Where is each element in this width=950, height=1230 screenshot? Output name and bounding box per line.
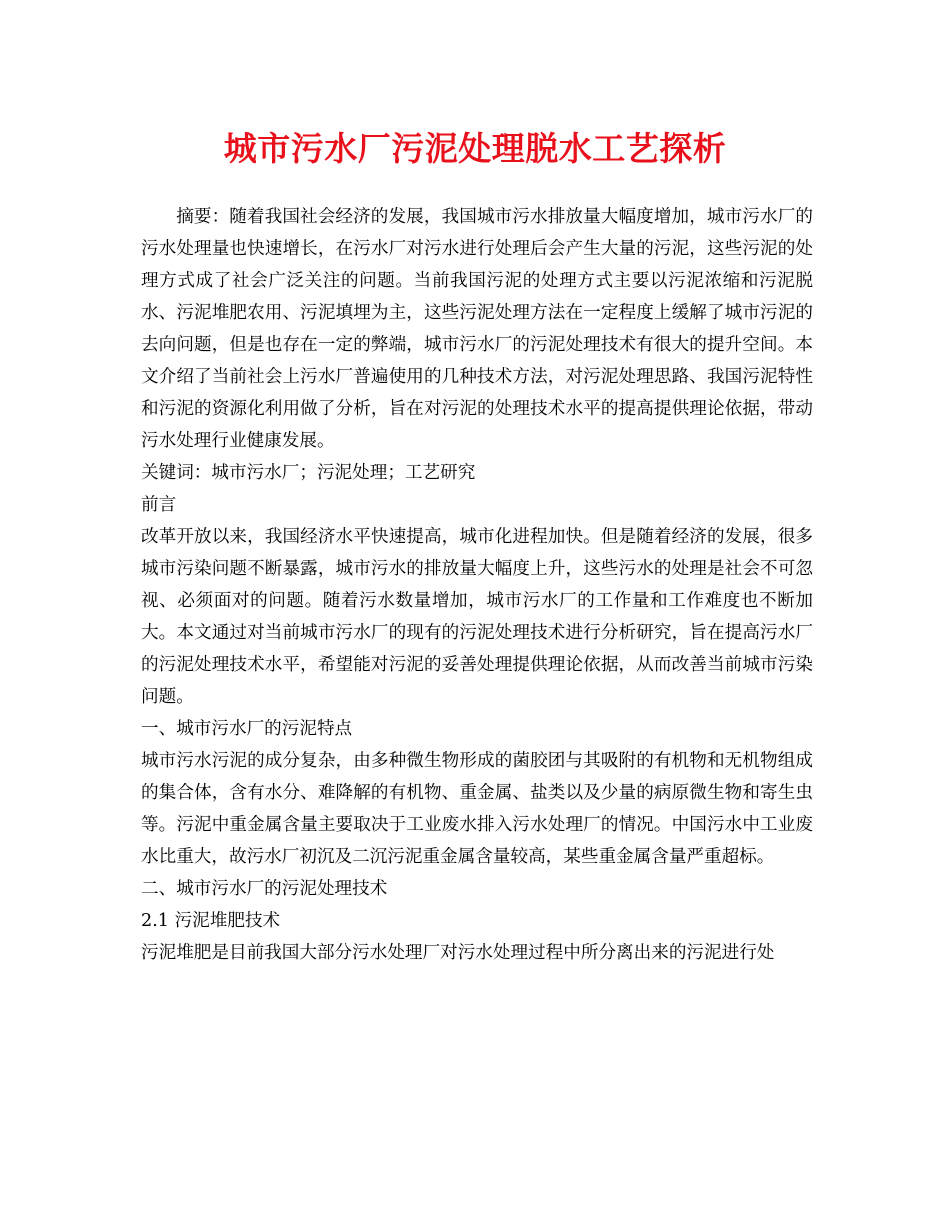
document-body [141, 201, 813, 969]
keywords-line: 关键词：城市污水厂；污泥处理；工艺研究 [141, 463, 476, 483]
section-2-1-heading: 2.1 污泥堆肥技术 [141, 911, 281, 931]
abstract-paragraph: 摘要：随着我国社会经济的发展，我国城市污水排放量大幅度增加，城市污水厂的污水处理量也快速增长，在污水厂对污水进行处理后会产生大量的污泥，这些污泥的处理方式成了社会广泛关注的问题。当前我国污泥的处理方式主要以污泥浓缩和污泥脱水、污泥堆肥农用、污泥填埋为主，这些污泥处理方法在一定程度上缓解了城市污泥的去向问题，但是也存在一定的弊端，城市污水厂的污泥处理技术有很大的提升空间。本文介绍了当前社会上污水厂普遍使用的几种技术方法，对污泥处理思路、我国污泥特性和污泥的资源化利用做了分析，旨在对污泥的处理技术水平的提高提供理论依据，带动污水处理行业健康发展。 [141, 207, 813, 451]
preface-heading: 前言 [141, 495, 177, 515]
section-2-1-paragraph: 污泥堆肥是目前我国大部分污水处理厂对污水处理过程中所分离出来的污泥进行处 [141, 943, 775, 963]
section-2-heading: 二、城市污水厂的污泥处理技术 [141, 879, 388, 899]
section-1-paragraph: 城市污水污泥的成分复杂，由多种微生物形成的菌胶团与其吸附的有机物和无机物组成的集合体，含有水分、难降解的有机物、重金属、盐类以及少量的病原微生物和寄生虫等。污泥中重金属含量主要取决于工业废水排入污水处理厂的情况。中国污水中工业废水比重大，故污水厂初沉及二沉污泥重金属含量较高，某些重金属含量严重超标。 [141, 751, 813, 867]
section-1-heading: 一、城市污水厂的污泥特点 [141, 719, 353, 739]
preface-paragraph: 改革开放以来，我国经济水平快速提高，城市化进程加快。但是随着经济的发展，很多城市污染问题不断暴露，城市污水的排放量大幅度上升，这些污水的处理是社会不可忽视、必须面对的问题。随着污水数量增加，城市污水厂的工作量和工作难度也不断加大。本文通过对当前城市污水厂的现有的污泥处理技术进行分析研究，旨在提高污水厂的污泥处理技术水平，希望能对污泥的妥善处理提供理论依据，从而改善当前城市污染问题。 [141, 527, 813, 707]
document-title: 城市污水厂污泥处理脱水工艺探析 [223, 129, 727, 168]
